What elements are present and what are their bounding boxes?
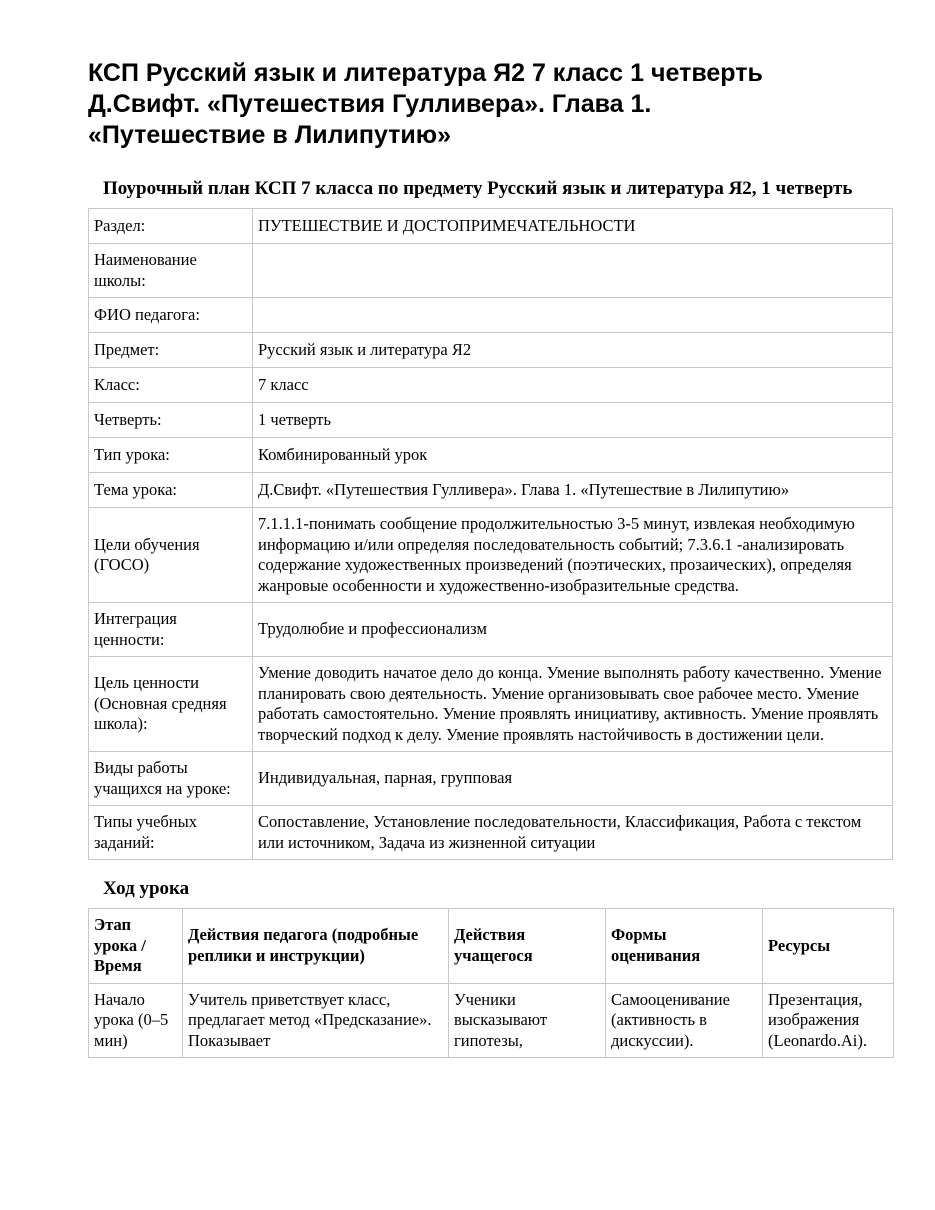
row-value: 1 четверть bbox=[253, 403, 893, 438]
row-value bbox=[253, 298, 893, 333]
lesson-flow-title: Ход урока bbox=[103, 878, 190, 899]
row-label: Цель ценности (Основная средняя школа): bbox=[89, 657, 253, 752]
table-row bbox=[89, 333, 893, 368]
table-header-row bbox=[89, 909, 894, 984]
row-label: Тема урока: bbox=[89, 473, 253, 508]
column-header: Формы оценивания bbox=[606, 909, 763, 984]
row-label: Класс: bbox=[89, 368, 253, 403]
row-label: Цели обучения (ГОСО) bbox=[89, 508, 253, 603]
table-row bbox=[89, 209, 893, 244]
column-header: Ресурсы bbox=[763, 909, 894, 984]
lesson-flow-table bbox=[88, 908, 894, 1058]
table-cell: Ученики высказывают гипотезы, bbox=[449, 983, 606, 1058]
title-line: Д.Свифт. «Путешествия Гулливера». Глава 1. bbox=[88, 90, 652, 118]
row-value: 7.1.1.1-понимать сообщение продолжительностью 3-5 минут, извлекая необходимую информацию и/или определяя последовательность событий; 7.3.6.1 -анализировать содержание художественных произведений (поэтических, прозаических), определяя жанровые особенности и художественно-изобразительные средства. bbox=[253, 508, 893, 603]
row-value: Умение доводить начатое дело до конца. Умение выполнять работу качественно. Умение планировать свою деятельность. Умение организовывать свое рабочее место. Умение работать самостоятельно. Умение проявлять инициативу, активность. Умение проявлять творческий подход к делу. Умение проявлять настойчивость в достижении цели. bbox=[253, 657, 893, 752]
column-header: Действия учащегося bbox=[449, 909, 606, 984]
row-label: Раздел: bbox=[89, 209, 253, 244]
table-row bbox=[89, 508, 893, 603]
table-cell: Учитель приветствует класс, предлагает метод «Предсказание». Показывает bbox=[183, 983, 449, 1058]
document-page bbox=[88, 58, 893, 1058]
table-row bbox=[89, 603, 893, 657]
lesson-info-table bbox=[88, 208, 893, 860]
row-value: 7 класс bbox=[253, 368, 893, 403]
table-row bbox=[89, 244, 893, 298]
table-row bbox=[89, 438, 893, 473]
row-label: Наименование школы: bbox=[89, 244, 253, 298]
row-value bbox=[253, 244, 893, 298]
row-label: ФИО педагога: bbox=[89, 298, 253, 333]
table-row bbox=[89, 403, 893, 438]
table-row bbox=[89, 473, 893, 508]
row-value: Д.Свифт. «Путешествия Гулливера». Глава 1. «Путешествие в Лилипутию» bbox=[253, 473, 893, 508]
column-header: Этап урока / Время bbox=[89, 909, 183, 984]
table-cell: Самооценивание (активность в дискуссии). bbox=[606, 983, 763, 1058]
row-label: Тип урока: bbox=[89, 438, 253, 473]
column-header: Действия педагога (подробные реплики и инструкции) bbox=[183, 909, 449, 984]
row-label: Интеграция ценности: bbox=[89, 603, 253, 657]
table-row bbox=[89, 368, 893, 403]
table-cell: Презентация, изображения (Leonardo.Ai). bbox=[763, 983, 894, 1058]
title-line: «Путешествие в Лилипутию» bbox=[88, 121, 452, 149]
row-label: Предмет: bbox=[89, 333, 253, 368]
row-label: Четверть: bbox=[89, 403, 253, 438]
table-row bbox=[89, 298, 893, 333]
row-value: ПУТЕШЕСТВИЕ И ДОСТОПРИМЕЧАТЕЛЬНОСТИ bbox=[253, 209, 893, 244]
table-row bbox=[89, 657, 893, 752]
row-value: Сопоставление, Установление последовательности, Классификация, Работа с текстом или источником, Задача из жизненной ситуации bbox=[253, 806, 893, 860]
row-value: Комбинированный урок bbox=[253, 438, 893, 473]
table-row bbox=[89, 806, 893, 860]
table-row bbox=[89, 983, 894, 1058]
document-title bbox=[88, 58, 893, 151]
row-value: Трудолюбие и профессионализм bbox=[253, 603, 893, 657]
table-cell: Начало урока (0–5 мин) bbox=[89, 983, 183, 1058]
plan-title: Поурочный план КСП 7 класса по предмету Русский язык и литература Я2, 1 четверть bbox=[103, 178, 853, 199]
title-line: КСП Русский язык и литература Я2 7 класс 1 четверть bbox=[88, 59, 763, 87]
row-value: Русский язык и литература Я2 bbox=[253, 333, 893, 368]
table-row bbox=[89, 752, 893, 806]
row-value: Индивидуальная, парная, групповая bbox=[253, 752, 893, 806]
row-label: Виды работы учащихся на уроке: bbox=[89, 752, 253, 806]
row-label: Типы учебных заданий: bbox=[89, 806, 253, 860]
